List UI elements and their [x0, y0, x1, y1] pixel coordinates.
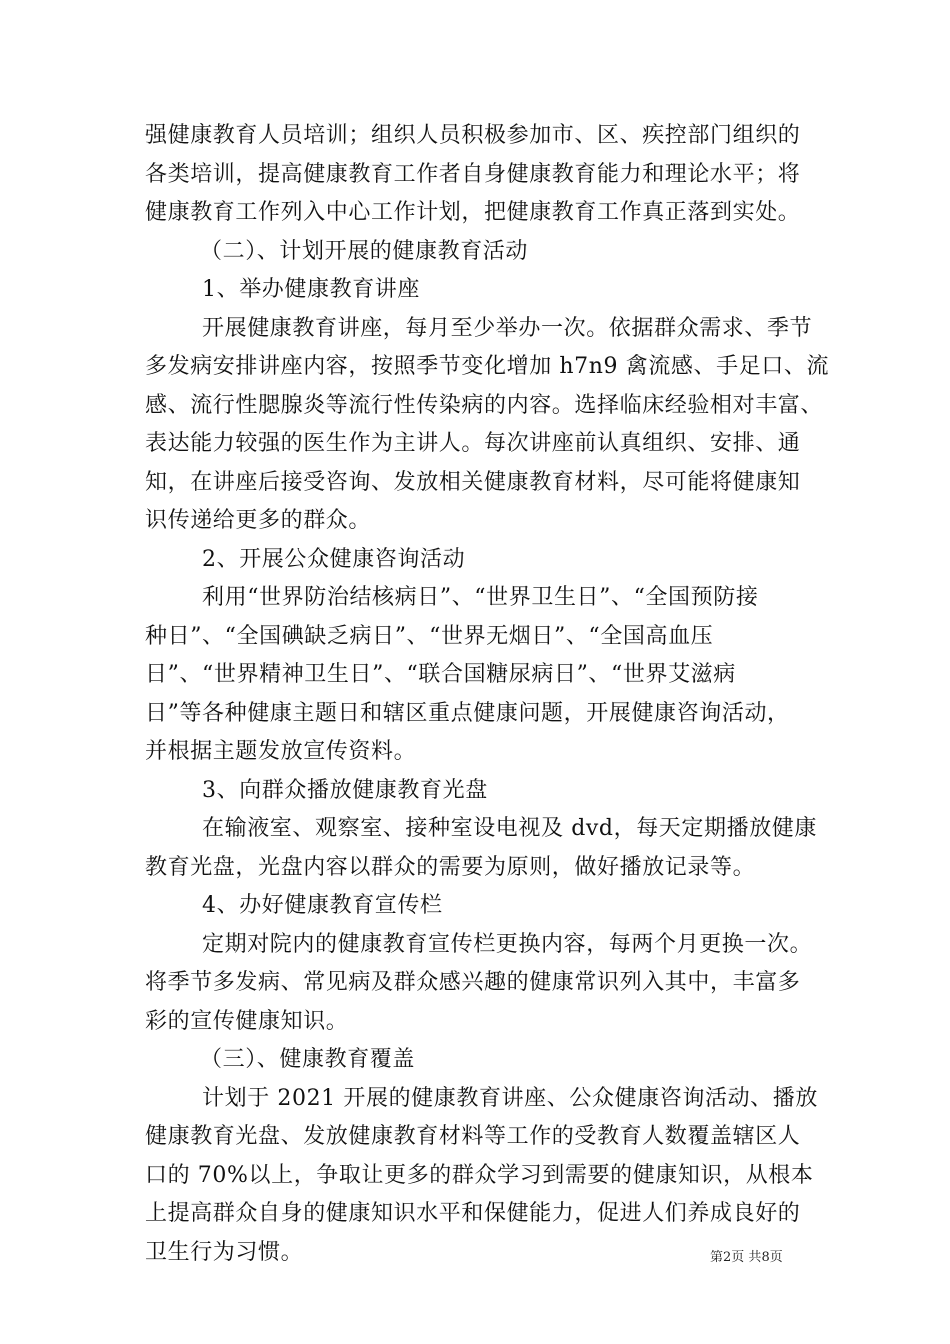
paragraph-line: 识传递给更多的群众。	[145, 508, 372, 533]
paragraph-line: 彩的宣传健康知识。	[145, 1008, 349, 1034]
page-number: 2	[723, 1250, 732, 1265]
section-heading-2: （二）、计划开展的健康教育活动	[200, 238, 529, 264]
paragraph-line: 强健康教育人员培训；组织人员积极参加市、区、疾控部门组织的	[145, 123, 801, 148]
paragraph-line: 感、流行性腮腺炎等流行性传染病的内容。选择临床经验相对丰富、	[145, 392, 824, 418]
page-footer	[710, 1246, 783, 1265]
paragraph-line: 日”等各种健康主题日和辖区重点健康问题，开展健康咨询活动，	[145, 700, 790, 726]
paragraph-line: 并根据主题发放宣传资料。	[145, 739, 417, 764]
footer-suffix: 页	[769, 1250, 783, 1265]
section-heading-3: （三）、健康教育覆盖	[200, 1047, 416, 1072]
paragraph-line: 将季节多发病、常见病及群众感兴趣的健康常识列入其中，丰富多	[145, 970, 801, 995]
item-heading-4: 4、办好健康教育宣传栏	[202, 893, 443, 918]
item-heading-2: 2、开展公众健康咨询活动	[202, 546, 466, 572]
paragraph-line: 日”、“世界精神卫生日”、“联合国糖尿病日”、“世界艾滋病	[145, 662, 736, 687]
paragraph-line: 在输液室、观察室、接种室设电视及 dvd，每天定期播放健康	[202, 816, 817, 841]
item-heading-1: 1、举办健康教育讲座	[202, 277, 420, 302]
paragraph-line: 卫生行为习惯。	[145, 1239, 304, 1265]
paragraph-line: 上提高群众自身的健康知识水平和保健能力，促进人们养成良好的	[145, 1201, 801, 1226]
footer-prefix: 第	[710, 1250, 724, 1265]
paragraph-line: 开展健康教育讲座，每月至少举办一次。依据群众需求、季节	[202, 315, 813, 341]
paragraph-line: 种日”、“全国碘缺乏病日”、“世界无烟日”、“全国高血压	[145, 623, 714, 649]
paragraph-line: 定期对院内的健康教育宣传栏更换内容，每两个月更换一次。	[202, 931, 813, 957]
paragraph-line: 口的 70%以上，争取让更多的群众学习到需要的健康知识，从根本	[145, 1162, 814, 1188]
paragraph-line: 表达能力较强的医生作为主讲人。每次讲座前认真组织、安排、通	[145, 431, 801, 456]
paragraph-line: 教育光盘，光盘内容以群众的需要为原则，做好播放记录等。	[145, 854, 756, 880]
document-body	[145, 117, 830, 1272]
page-total: 8	[761, 1250, 770, 1265]
paragraph-line: 知，在讲座后接受咨询、发放相关健康教育材料，尽可能将健康知	[145, 469, 801, 495]
paragraph-line: 各类培训，提高健康教育工作者自身健康教育能力和理论水平；将	[145, 161, 801, 187]
paragraph-line: 利用“世界防治结核病日”、“世界卫生日”、“全国预防接	[202, 585, 759, 610]
footer-middle: 页 共	[731, 1250, 762, 1265]
paragraph-line: 多发病安排讲座内容，按照季节变化增加 h7n9 禽流感、手足口、流	[145, 354, 830, 379]
paragraph-line: 计划于 2021 开展的健康教育讲座、公众健康咨询活动、播放	[202, 1085, 818, 1111]
paragraph-line: 健康教育光盘、发放健康教育材料等工作的受教育人数覆盖辖区人	[145, 1124, 801, 1149]
item-heading-3: 3、向群众播放健康教育光盘	[202, 777, 488, 803]
paragraph-line: 健康教育工作列入中心工作计划，把健康教育工作真正落到实处。	[145, 200, 801, 225]
